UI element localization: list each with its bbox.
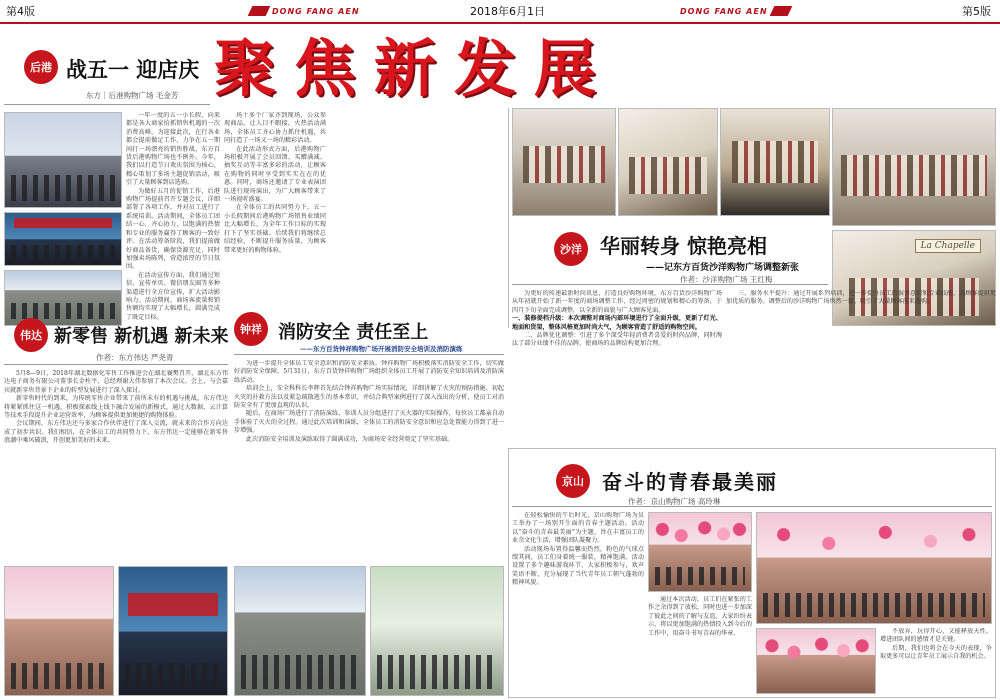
story5-subtitle: ——东方百货钟祥购物广场开展消防安全培训及消防演练: [300, 345, 463, 353]
story6-rule: [512, 506, 992, 507]
photo-zhongxiang-drill-1: [234, 566, 366, 696]
region-tag-hougang: 后港: [24, 50, 58, 84]
store-sign: La Chapelle: [915, 239, 981, 253]
photo-shayang-store-3: [720, 108, 830, 216]
page-number-left: 第4版: [6, 5, 35, 18]
story4-byline: 作者：东方伟达 严尧青: [96, 353, 174, 362]
story3-byline: 作者：沙洋购物广场 王红梅: [680, 275, 773, 284]
photo-shayang-store-2: [618, 108, 718, 216]
page-header: [0, 0, 1000, 24]
story4-title: 新零售 新机遇 新未来: [54, 326, 229, 347]
photo-jingshan-activity-1: [648, 512, 752, 592]
photo-weida-conference: [118, 566, 228, 696]
photo-hougang-crowd: [4, 270, 122, 326]
story5-rule: [234, 354, 504, 355]
story6-byline: 作者：京山购物广场 高玲琳: [628, 497, 721, 506]
photo-zhongxiang-drill-2: [370, 566, 504, 696]
story3-subtitle: ——记东方百货沙洋购物广场调整新张: [646, 263, 800, 273]
story1-rule: [4, 104, 210, 105]
story7-body: 不放弃，玩得开心，又能释放天性。增进团队间的感情才是关键。 后期，我们也将会在今天的表现，争取更多可以让青年员工展示自我的机会。: [880, 628, 992, 661]
story3-body-col1: 为更好的传递最新时尚讯息，打造良好购物环境，东方百货沙洋购物广场从年初就开始了新一年度的商场调整工作，经过周密的规划和精心的筹备，于四月下旬全面完成调整，以全新的面貌与广大顾客见面。 一、装修提档升级：本次调整对商场内部环境进行了全面升级，更新了灯光、地面和货架，整体风格更加时尚大气，为顾客营造了舒适的购物空间。 二、品牌优化调整：引进了多个深受年轻消费者喜爱的时尚品牌，同时淘汰了部分业绩不佳的品牌，使商场的品牌结构更加合理。: [512, 290, 722, 348]
photo-shayang-store-1: [512, 108, 616, 216]
story3-body-col2: 三、服务水平提升：通过开展系列培训，进一步提升员工的服务意识和专业技能，为顾客提供更加优质的服务。调整后的沙洋购物广场焕然一新，吸引了大量顾客前来选购。: [726, 290, 996, 306]
story6-body-col2: 通过本次活动，员工们在紧张的工作之余得到了放松，同时也进一步加深了彼此之间的了解与友谊。大家纷纷表示，将以更加饱满的热情投入到今后的工作中，用奋斗书写青春的华章。: [648, 596, 752, 637]
region-tag-zhongxiang: 钟祥: [234, 312, 268, 346]
photo-hougang-staff: [4, 112, 122, 208]
story4-body: 5月8—9日，2018年湖北数据化零售工作推进会在湖北襄樊召开，湖北东方伟达电子商务有限公司董事长金柱平、总经理谢大伟参加了本次会议。会上，与会嘉宾就新零售背景下企业的转型发展进行了深入探讨。 新零售时代的到来，为传统零售企业带来了前所未有的机遇与挑战。东方伟达将紧紧抓住这一机遇，积极探索线上线下融合发展的新模式，通过大数据、云计算等技术手段提升企业运营效率，为顾客提供更加便捷的购物体验。 会议期间，东方伟达还与多家合作伙伴进行了深入交流，就未来的合作方向达成了初步共识。我们相信，在全体员工的共同努力下，东方伟达一定能够在新零售浪潮中乘风破浪，开创更加美好的未来。: [4, 370, 228, 445]
story3-title: 华丽转身 惊艳亮相: [600, 234, 767, 258]
logo-swoosh-icon: [769, 6, 792, 16]
newspaper-logo-right: DONG FANG AEN: [680, 2, 790, 20]
photo-shayang-store-4: [832, 108, 996, 226]
masthead-title: 聚焦新发展: [214, 32, 615, 105]
column-divider: [508, 108, 509, 328]
photo-jingshan-activity-3: [756, 628, 876, 694]
story3-rule: [512, 284, 828, 285]
page-number-right: 第5版: [962, 5, 991, 18]
newspaper-logo-left: DONG FANG AEN: [250, 2, 360, 20]
story2-body: 场十多个厂家齐到现场，公众参观商品，让人目不暇接，火热活动满场，全体员工齐心协力抓住机遇，共同打造了一场又一场的精彩活动。 在此活动形式方面，后港购物广场积极开展了会员回馈、买赠满减、抽奖互动等丰富多彩的活动，让顾客在购物的同时享受到实实在在的优惠。同时，商场还邀请了专业表演团队进行现场演出，为广大顾客带来了一场视听盛宴。 在全体员工的共同努力下，五一小长假期间后港购物广场销售业绩同比大幅增长，为全年工作目标的实现打下了坚实基础。后续我们将继续总结经验，不断提升服务质量，为顾客带来更好的购物体验。: [224, 112, 326, 254]
photo-weida-meeting: [4, 566, 114, 696]
story5-title: 消防安全 责任至上: [278, 322, 429, 343]
region-tag-shayang: 沙洋: [554, 232, 588, 266]
story6-body-col1: 在轻松愉快的午后时光，京山购物广场为员工举办了一场别开生面的青春主题活动。活动以“奋斗的青春最美丽”为主题，旨在丰富员工的业余文化生活，增强团队凝聚力。 活动现场布置得温馨而热烈，粉色的气球点缀其间，员工们身着统一服装，精神饱满。活动设置了多个趣味游戏环节，大家积极参与，欢声笑语不断，充分展现了当代青年员工朝气蓬勃的精神风貌。: [512, 512, 644, 587]
issue-date: 2018年6月1日: [470, 5, 545, 18]
region-tag-weida: 伟达: [14, 318, 48, 352]
story4-rule: [4, 364, 228, 365]
logo-swoosh-icon: [248, 6, 271, 16]
story6-title: 奋斗的青春最美丽: [602, 470, 778, 494]
story1-body: 一年一度的五一小长假，向来都是各大商家拾抓销售机遇的一次消费高峰。为迎接此次，在行各业都会提前做足工作，力争在五一期间打一场漂亮的销售胜战，东方百货后港购物广场也不例外。今年，我们以打造节日欢庆氛围为核心，精心策划了多场主题促销活动，吸引了大量顾客到店选购。 为做好五月的促销工作，后港购物广场提前召开专题会议，详细部署了各项工作，并对员工进行了系统培训。活动期间，全体员工团结一心，齐心协力，以饱满的热情和专业的服务赢得了顾客的一致好评。在活动筹备阶段，我们提前做好商品备货，确保货源充足，同时加强卖场陈列，营造浓厚的节日氛围。 在活动宣传方面，我们通过短信、宣传单页、微信朋友圈等多种渠道进行全方位宣传，扩大活动影响力。活动期间，商场客流量和销售额均实现了大幅增长，圆满完成了既定目标。: [126, 112, 220, 321]
photo-jingshan-activity-2: [756, 512, 992, 624]
region-tag-jingshan: 京山: [556, 464, 590, 498]
story1-title: 战五一 迎店庆: [66, 58, 200, 82]
story5-body: 为进一步提升全体员工安全意识和消防安全素质，钟祥购物广场积极落实消防安全工作，切实做好消防安全保障。5月31日，东方百货钟祥购物广场组织全体员工开展了消防安全知识培训及消防演练活动。 培训会上，安全科科长李辉首先结合钟祥购物广场实际情况，详细讲解了火灾的预防措施、初起火灾的扑救方法以及紧急疏散逃生的基本常识，并结合典型案例进行了深入浅出的分析，使员工对消防安全有了更加直观的认识。 随后，在商场广场进行了消防演练，参训人员分组进行了灭火器的实际操作，每位员工都亲自动手体验了灭火的全过程。通过此次培训和演练，全体员工的消防安全意识和应急处置能力得到了进一步增强。 此次消防安全培训及演练取得了圆满成功，为商场安全经营奠定了坚实基础。: [234, 360, 504, 443]
story1-byline: 东方｜后港购物广场 毛金芳: [86, 91, 179, 100]
photo-hougang-stage: [4, 212, 122, 266]
